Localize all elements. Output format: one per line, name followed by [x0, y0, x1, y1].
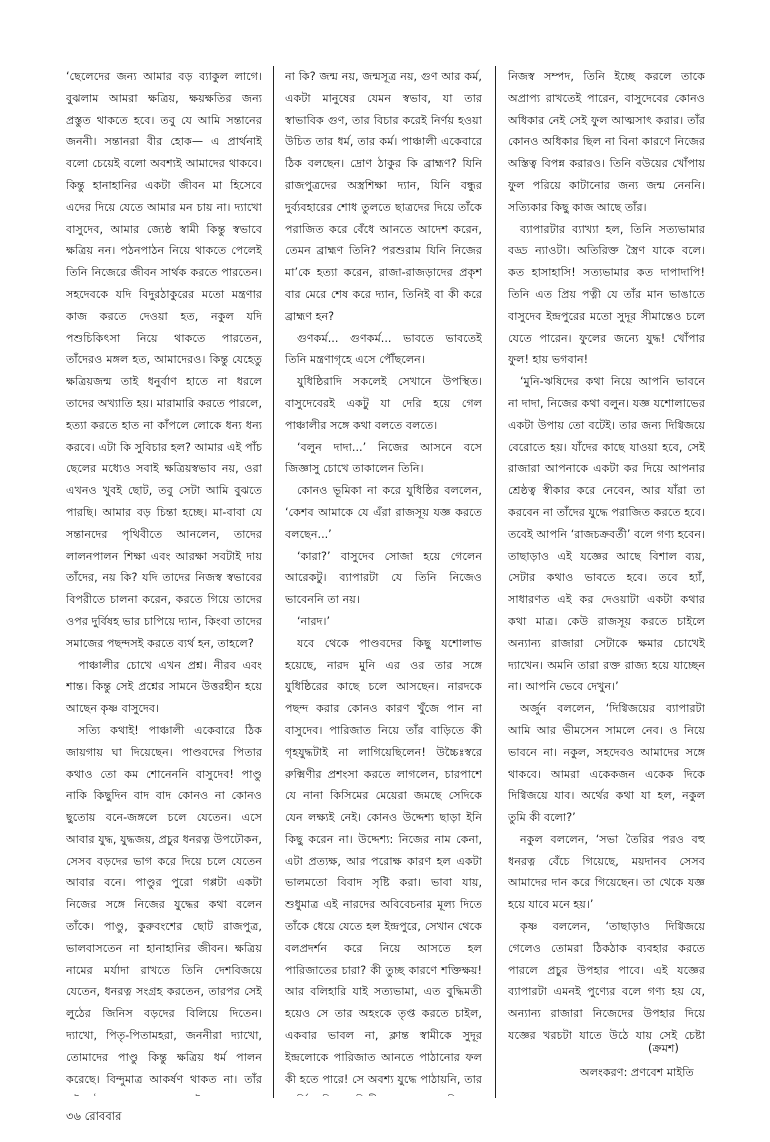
text-column-2	[285, 66, 482, 1096]
paragraph: নিজস্ব সম্পদ, তিনি ইচ্ছে করলে তাকে অপ্রাপ্য রাখতেই পারেন, বাসুদেবের কোনও অধিকার নেই সেই ফুল আত্মসাৎ করার। তাঁর কোনও অধিকার ছিল না বিনা কারণে নিজের অস্তিত্ব বিপন্ন করারও। তিনি বউয়ের খোঁপায় ফুল পরিয়ে কাটানোর জন্য জন্ম নেননি। সত্যিকার কিছু কাজ আছে তাঁর।	[508, 70, 705, 214]
paragraph: অর্জুন বললেন, ‘দিগ্বিজয়ের ব্যাপারটা আমি আর ভীমসেন সামলে নেব। ও নিয়ে ভাবনে না। নকুল, সহদেবও আমাদের সঙ্গে থাকবে। আমরা একেকজন একেক দিকে দিগ্বিজয়ে যাব। অর্থের কথা যা হল, নকুল তুমি কী বলো?’	[508, 702, 705, 825]
paragraph: না কি? জন্ম নয়, জন্মসূত্র নয়, গুণ আর কর্ম, একটা মানুষের যেমন স্বভাব, যা তার স্বাভাবিক গুণ, তার বিচার করেই নির্ণয় হওয়া উচিত তার ধর্ম, তার কর্ম। পাঞ্চালী একেবারে ঠিক বলছেন। দ্রোণ ঠাকুর কি ব্রাহ্মণ? যিনি রাজপুত্রদের অস্ত্রশিক্ষা দ্যান, যিনি বন্ধুর দুর্ব্যবহারের শোধ তুলতে ছাত্রদের দিয়ে তাঁকে পরাজিত করে বেঁধে আনতে আদেশ করেন, তেমন ব্রাহ্মণ তিনি? পরশুরাম যিনি নিজের মা’কে হত্যা করেন, রাজা-রাজড়াদের প্রকৃশ বার মেরে শেষ করে দ্যান, তিনিই বা কী করে ব্রাহ্মণ হন?	[285, 70, 482, 323]
paragraph: ‘নারদ।’	[297, 614, 331, 628]
paragraph: সত্যি কথাই! পাঞ্চালী একেবারে ঠিক জায়গায় ঘা দিয়েছেন। পাণ্ডবদের পিতার কথাও তো কম শোনেননি বাসুদেব! পাণ্ডু নাকি কিছুদিন বাদ বাদ কোনও না কোনও ছুতোয় বনে-জঙ্গলে চলে যেতেন। এসে আবার যুদ্ধ, যুদ্ধজয়, প্রচুর ধনরত্ন উপঢৌকন, সেসব বড়দের ভাগ করে দিয়ে চলে যেতেন আবার বনে। পাণ্ডুর পুরো গপ্পটা একটা নিজের সঙ্গে নিজের যুদ্ধের কথা বলেন তাঁকে। পাণ্ডু, কুরুবংশের ছোট রাজপুত্র, ভালবাসতেন না হানাহানির জীবন। ক্ষত্রিয় নামের মর্যাদা রাখতে তিনি দেশবিজয়ে যেতেন, ধনরত্ন সংগ্রহ করতেন, তারপর সেই লুঠের জিনিস বড়দের বিলিয়ে দিতেন। দ্যাখো, পিতৃ-পিতামহরা, জননীরা দ্যাখো, তোমাদের পাণ্ডু কিন্তু ক্ষত্রিয় ধর্ম পালন করেছে। বিন্দুমাত্র আকর্ষণ থাকত না। তাঁর	[66, 723, 262, 1086]
page-folio: ৩৬ রোববার	[66, 1109, 122, 1123]
paragraph: ব্যাপারটার ব্যাখ্যা হল, তিনি সত্যভামার বড্ড ন্যাওটা। অতিরিক্ত স্ত্রৈণ যাকে বলে। কত হাসাহাসি! সত্যভামার কত দাপাদাপি! তিনি এত প্রিয় পত্নী যে তাঁর মান ভাঙাতে বাসুদেব ইন্দ্রপুরের মতো সুদূর সীমান্তেও চলে যেতে পারেন। ফুলের জন্যে যুদ্ধ! খোঁপার ফুল! হায় ভগবান!	[508, 222, 705, 367]
text-column-1	[66, 66, 262, 1096]
paragraph: কৃষ্ণ বললেন, ‘তাছাড়াও দিগ্বিজয়ে গেলেও তোমরা ঠিকঠাক ব্যবহার করতে পারলে প্রচুর উপহার পাবে। এই যজ্ঞের ব্যাপারটা এমনই পুণ্যের বলে গণ্য হয় যে, অন্যান্য রাজারা নিজেদের উপহার দিয়ে যজ্ঞের খরচটা যাতে উঠে যায় সেই চেষ্টা	[508, 920, 705, 1043]
text-column-3	[508, 66, 705, 1046]
paragraph: কোনও ভূমিকা না করে যুধিষ্ঠির বললেন, ‘কেশব আমাকে যে এঁরা রাজসূয় যজ্ঞ করতে বলছেন...’	[285, 484, 482, 541]
paragraph: যবে থেকে পাণ্ডবদের কিছু যশোলাভ হয়েছে, নারদ মুনি এর ওর তার সঙ্গে যুধিষ্ঠিরের কাছে চলে আসছেন। নারদকে পছন্দ করার কোনও কারণ খুঁজে পান না বাসুদেব। পারিজাত নিয়ে তাঁর বাড়িতে কী গৃহযুদ্ধটাই না লাগিয়েছিলেন! উচ্চৈঃস্বরে রুক্মিণীর প্রশংসা করতে লাগলেন, চারপাশে যে নানা কিসিমের মেয়েরা জমছে সেদিকে যেন লক্ষ্যই নেই। কোনও উদ্দেশ্য ছাড়া ইনি কিছু করেন না। উদ্দেশ্য: নিজের নাম কেনা, এটা প্রত্যক্ষ, আর পরোক্ষ কারণ হল একটা ভালমতো বিবাদ সৃষ্টি করা। ভাবা যায়, শুধুমাত্র এই নারদের অবিবেচনার মূল্য দিতে তাঁকে ধেয়ে যেতে হল ইন্দ্রপুরে, সেখান থেকে বলপ্রদর্শন করে নিয়ে আসতে হল পারিজাতের চারা? কী তুচ্ছ কারণে শক্তিক্ষয়! আর বলিহারি যাই সত্যভামা, এত বুদ্ধিমতী হয়েও সে তার অহংকে তৃপ্ত করতে চাইল, একবার ভাবল না, ক্লান্ত স্বামীকে সুদূর ইন্দ্রলোকে পারিজাত আনতে পাঠানোর ফল কী হতে পারে! সে অবশ্য যুদ্ধে পাঠায়নি, তার	[285, 636, 482, 1086]
paragraph: যুধিষ্ঠিরাদি সকলেই সেখানে উপস্থিত। বাসুদেবেরই একটু যা দেরি হয়ে গেল পাঞ্চালীর সঙ্গে কথা বলতে বলতে।	[285, 375, 482, 432]
illustration-credit: অলংকরণ: প্রণবেশ মাইতি	[580, 1066, 694, 1079]
continuation-mark: (ক্রমশ)	[648, 1042, 679, 1055]
column-divider	[495, 66, 496, 1098]
paragraph: ‘বলুন দাদা...’ নিজের আসনে বসে জিজ্ঞাসু চোখে তাকালেন তিনি।	[285, 440, 482, 476]
paragraph: ‘মুনি-ঋষিদের কথা নিয়ে আপনি ভাবনে না দাদা, নিজের কথা বলুন। যজ্ঞ যশোলাভের একটা উপায় তো বটেই। তার জন্য দিগ্বিজয়ে বেরোতে হয়। যাঁদের কাছে যাওয়া হবে, সেই রাজারা আপনাকে একটা কর দিয়ে আপনার শ্রেষ্ঠত্ব স্বীকার করে নেবেন, আর যাঁরা তা করবেন না তাঁদের যুদ্ধে পরাজিত করতে হবে। তবেই আপনি ‘রাজচক্রবর্তী’ বলে গণ্য হবেন। তাছাড়াও এই যজ্ঞের আছে বিশাল ব্যয়, সেটার কথাও ভাবতে হবে। তবে হ্যাঁ, সাধারণত এই কর দেওয়াটা একটা কথার কথা মাত্র। কেউ রাজসূয় করতে চাইলে অন্যান্য রাজারা সেটাকে ক্ষমার চোখেই দ্যাখেন। অমনি তারা রক্ত রাজ্য হয়ে যাচ্ছেন না। আপনি ভেবে দেখুন।’	[508, 375, 705, 694]
paragraph: নকুল বললেন, ‘সভা তৈরির পরও বহু ধনরত্ন বেঁচে গিয়েছে, ময়দানব সেসব আমাদের দান করে গিয়েছেন। তা থেকে যজ্ঞ হয়ে যাবে মনে হয়।’	[508, 832, 705, 912]
paragraph: গুণকর্ম... গুণকর্ম... ভাবতে ভাবতেই তিনি মন্ত্রণাগৃহে এসে পৌঁছলেন।	[285, 331, 482, 367]
paragraph: পাঞ্চালীর চোখে এখন প্রশ্ন। নীরব এবং শান্ত। কিন্তু সেই প্রশ্নের সামনে উত্তরহীন হয়ে আছেন কৃষ্ণ বাসুদেব।	[66, 658, 262, 716]
column-divider	[273, 66, 274, 1098]
paragraph: ‘কারা?’ বাসুদেব সোজা হয়ে গেলেন আরেকটু। ব্যাপারটা যে তিনি নিজেও ভাবেননি তা নয়।	[285, 549, 482, 607]
paragraph: ‘ছেলেদের জন্য আমার বড় ব্যাকুল লাগে। বুঝলাম আমরা ক্ষত্রিয়, ক্ষয়ক্ষতির জন্য প্রস্তুত থাকতে হবে। তবু যে আমি সন্তানের জননী। সন্তানরা বীর হোক— এ প্রার্থনাই বলো চেয়েই বলো অবশ্যই আমাদের থাকবে। কিন্তু হানাহানির একটা জীবন মা হিসেবে এদের দিয়ে যেতে আমার মন চায় না। দ্যাখো বাসুদেব, আমার জ্যেষ্ঠ স্বামী কিন্তু স্বভাবে ক্ষত্রিয় নন। পঠনপাঠন নিয়ে থাকতে পেলেই তিনি নিজেরে জীবন সার্থক করতে পারতেন। সহদেবকে যদি বিদুরঠাকুরের মতো মন্ত্রণার কাজ করতে দেওয়া হত, নকুল যদি পশুচিকিৎসা নিয়ে থাকতে পারতেন, তাঁদেরও মঙ্গল হত, আমাদেরও। কিন্তু যেহেতু ক্ষত্রিয়জন্ম তাই ধনুর্বাণ হাতে না ধরলে তাদের অখ্যাতি হয়। মারামারি করতে পারলে, হত্যা করতে হাত না কাঁপলে লোকে ধন্য ধন্য করবে। এটা কি সুবিচার হল? আমার এই পাঁচ ছেলের মধ্যেও সবাই ক্ষত্রিয়স্বভাব নয়, ওরা এখনও খুবই ছোট, তবু সেটা আমি বুঝতে পারছি। আমার বড় চিন্তা হচ্ছে। মা-বাবা যে সন্তানদের পৃথিবীতে আনলেন, তাদের লালনপালন শিক্ষা এবং আরক্ষা সবটাই দায় তাঁদের, নয় কি? যদি তাদের নিজস্ব স্বভাবের বিপরীতে চালনা করেন, করতে গিয়ে তাদের ওপর দুর্বিষহ ভার চাপিয়ে দ্যান, কিংবা তাদের সমাজের পছন্দসই করতে ব্যর্থ হন, তাহলে?	[66, 70, 262, 650]
